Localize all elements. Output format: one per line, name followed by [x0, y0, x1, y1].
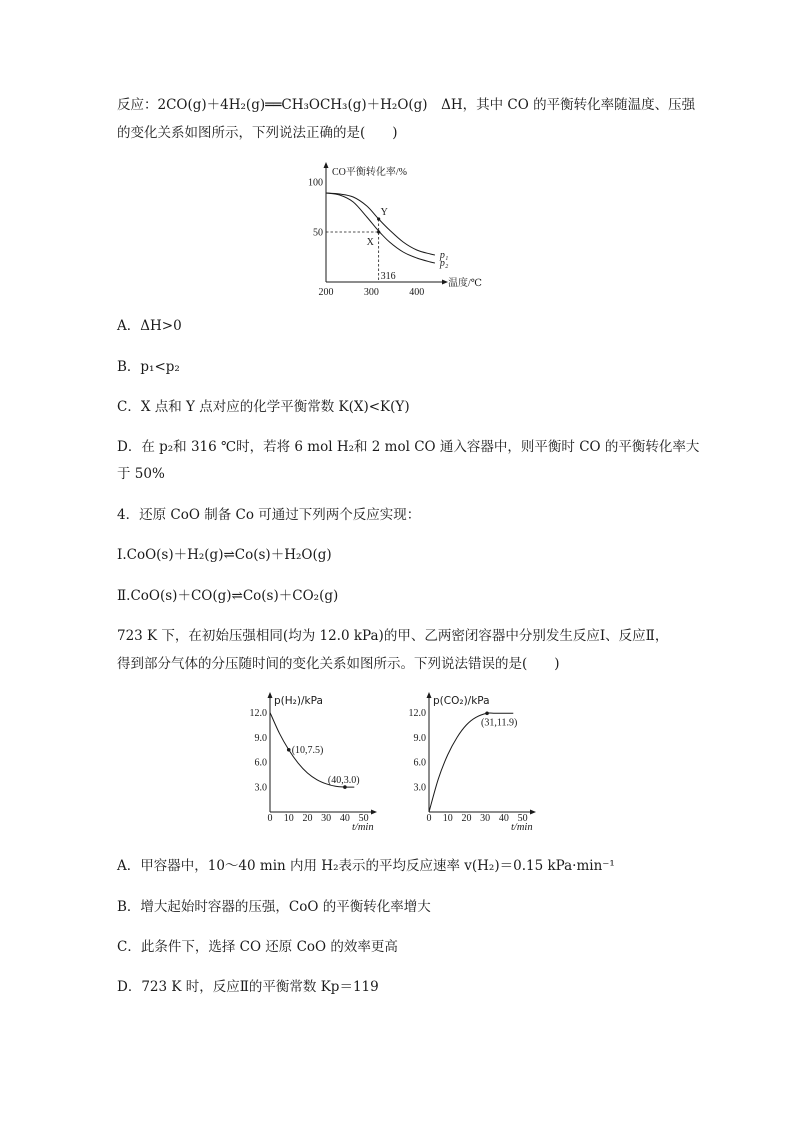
chart3-x-arrow	[530, 810, 536, 815]
q3-option-b: B．p₁<p₂	[117, 359, 180, 375]
chart2-point-label-1: (40,3.0)	[327, 775, 360, 787]
chart2-y-arrow	[268, 692, 273, 698]
q3-option-a: A．ΔH>0	[117, 318, 182, 334]
chart2-y-tick-1: 9.0	[254, 732, 267, 744]
chart3-y-tick-3: 3.0	[413, 782, 426, 794]
q4-stem: 4．还原 CoO 制备 Co 可通过下列两个反应实现：	[117, 507, 421, 523]
chart1-label-y: Y	[380, 207, 388, 218]
chart1-series-1-label: p₁	[439, 250, 449, 261]
q3-stem-line1: 反应：2CO(g)＋4H₂(g)══CH₃OCH₃(g)＋H₂O(g) ΔH，其中 CO 的平衡转化率随温度、压强	[117, 97, 696, 113]
q4-option-b: B．增大起始时容器的压强，CoO 的平衡转化率增大	[117, 899, 431, 915]
chart2-point-label-0: (10,7.5)	[291, 744, 324, 756]
co-conversion-chart	[296, 160, 496, 295]
chart1-y-arrow	[324, 162, 329, 168]
q3-stem-line2: 的变化关系如图所示，下列说法正确的是( )	[117, 125, 398, 141]
chart1-y-tick-1: 50	[313, 227, 323, 239]
chart1-axes	[324, 162, 449, 285]
chart1-mark-316: 316	[380, 271, 396, 282]
chart1-x-tick-1: 300	[363, 287, 379, 295]
q3-option-c: C．X 点和 Y 点对应的化学平衡常数 K(X)<K(Y)	[117, 399, 410, 415]
chart2-x-label: t/min	[352, 822, 374, 833]
chart2-x-arrow	[371, 810, 377, 815]
chart2-x-tick-0: 0	[267, 813, 273, 824]
q4-condition-line1: 723 K 下，在初始压强相同(均为 12.0 kPa)的甲、乙两密闭容器中分别发生反应Ⅰ、反应Ⅱ，	[117, 628, 669, 644]
chart1-y-label: CO平衡转化率/%	[332, 167, 407, 178]
chart3-x-tick-0: 0	[426, 813, 432, 824]
q4-reaction-2: Ⅱ.CoO(s)＋CO(g)⇌Co(s)＋CO₂(g)	[117, 588, 339, 604]
chart3-x-tick-1: 10	[442, 813, 453, 824]
chart2-y-tick-2: 6.0	[254, 757, 267, 769]
chart2-y-tick-0: 12.0	[249, 707, 267, 719]
chart2-x-tick-2: 20	[302, 813, 313, 824]
q4-option-d: D．723 K 时，反应Ⅱ的平衡常数 Kp＝119	[117, 979, 379, 995]
chart3-x-tick-5: 50	[517, 813, 528, 824]
chart1-x-tick-0: 200	[318, 287, 334, 295]
chart3-point-label-0: (31,11.9)	[481, 717, 518, 729]
chart3-x-tick-3: 30	[480, 813, 491, 824]
chart2-point-0	[287, 748, 291, 752]
chart3-y-tick-0: 12.0	[408, 707, 426, 719]
q4-condition-line2: 得到部分气体的分压随时间的变化关系如图所示。下列说法错误的是( )	[117, 656, 560, 672]
q4-reaction-1: Ⅰ.CoO(s)＋H₂(g)⇌Co(s)＋H₂O(g)	[117, 547, 332, 563]
chart1-label-x: X	[366, 237, 374, 248]
chart1-x-label: 温度/℃	[448, 278, 482, 289]
co2-pressure-chart	[404, 690, 549, 835]
chart2-x-tick-1: 10	[283, 813, 294, 824]
chart1-series-1-line	[326, 193, 435, 255]
chart3-axes	[427, 692, 537, 815]
chart2-x-tick-5: 50	[358, 813, 369, 824]
q4-option-c: C．此条件下，选择 CO 还原 CoO 的效率更高	[117, 939, 398, 955]
q4-option-a: A．甲容器中，10～40 min 内用 H₂表示的平均反应速率 v(H₂)＝0.15 kPa·min⁻¹	[117, 858, 615, 874]
chart3-y-tick-1: 9.0	[413, 732, 426, 744]
chart1-point-x	[377, 230, 380, 233]
chart1-x-tick-2: 400	[409, 287, 425, 295]
chart1-y-tick-0: 100	[308, 177, 323, 189]
h2-pressure-chart	[245, 690, 390, 835]
chart3-y-arrow	[427, 692, 432, 698]
chart3-y-label: p(CO₂)/kPa	[433, 695, 490, 707]
chart3-x-tick-2: 20	[461, 813, 472, 824]
chart1-series-2-label: p₂	[439, 258, 449, 269]
chart2-y-tick-3: 3.0	[254, 782, 267, 794]
q3-option-d-line2: 于 50%	[117, 466, 165, 482]
chart3-x-label: t/min	[511, 822, 533, 833]
chart2-y-label: p(H₂)/kPa	[274, 695, 323, 707]
chart2-x-tick-3: 30	[321, 813, 332, 824]
q3-option-d-line1: D．在 p₂和 316 ℃时，若将 6 mol H₂和 2 mol CO 通入容器中，则平衡时 CO 的平衡转化率大	[117, 439, 700, 455]
chart3-y-tick-2: 6.0	[413, 757, 426, 769]
chart3-x-tick-4: 40	[498, 813, 509, 824]
chart3-point-0	[485, 711, 489, 715]
chart1-series-2-line	[326, 193, 435, 263]
chart2-x-tick-4: 40	[339, 813, 350, 824]
